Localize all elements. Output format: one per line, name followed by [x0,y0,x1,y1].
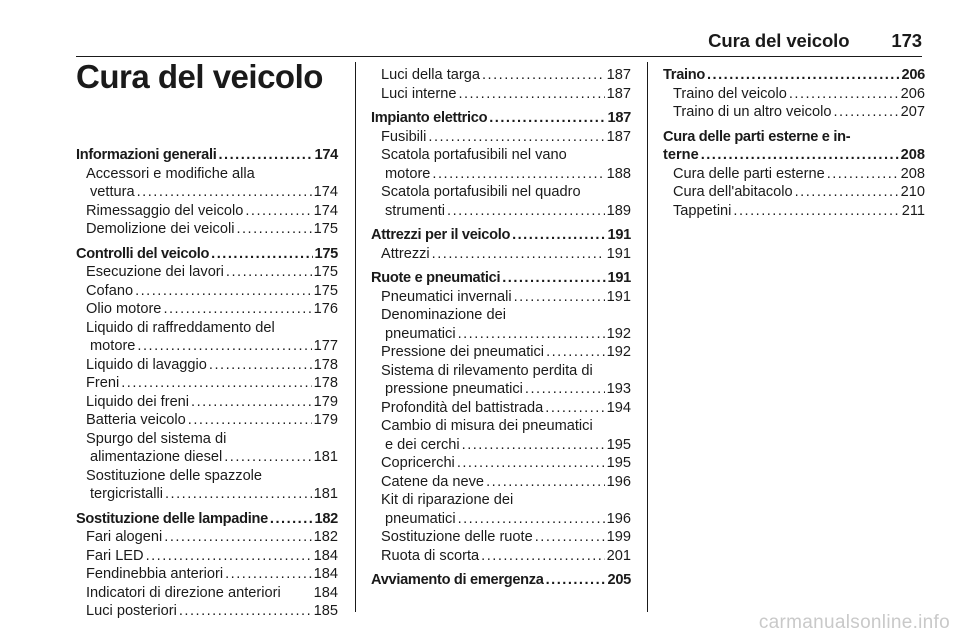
toc-entry[interactable] [663,183,925,202]
toc-entry-title: Cura delle parti esterne [673,165,825,182]
toc-entry[interactable] [371,399,631,418]
dot-leader [733,202,899,221]
toc-entry-title: Cura dell'abitacolo [673,184,793,200]
toc-entry-page: 205 [607,572,631,588]
toc-entry[interactable] [371,491,631,510]
toc-entry[interactable] [371,417,631,436]
toc-entry-title: Olio motore [86,301,162,317]
toc-section-entry[interactable] [663,128,925,147]
toc-entry[interactable] [371,202,631,221]
toc-entry-title: Traino del veicolo [673,85,787,102]
toc-entry-title: Cura delle parti esterne e in- [663,128,851,145]
toc-entry[interactable] [76,263,338,282]
toc-entry-page: 179 [313,412,338,428]
toc-entry[interactable] [76,300,338,319]
toc-section-entry[interactable] [371,226,631,245]
dot-leader [188,411,312,430]
dot-leader [218,146,312,165]
toc-entry[interactable] [663,165,925,184]
toc-entry-title: Tappetini [673,202,732,219]
toc-entry[interactable] [371,473,631,492]
toc-entry-title: Traino di un altro veicolo [673,104,832,120]
toc-entry-title: Ruote e pneumatici [371,270,501,286]
toc-entry[interactable] [371,85,631,104]
toc-section-entry[interactable] [663,66,925,85]
toc-entry[interactable] [371,528,631,547]
dot-leader [163,300,311,319]
toc-entry-title: Scatola portafusibili nel vano [381,147,567,163]
toc-entry-page: 193 [606,381,631,397]
toc-entry-title: Cambio di misura dei pneumatici [381,418,593,434]
toc-section-entry[interactable] [371,269,631,288]
dot-leader [827,165,899,184]
dot-leader [701,146,899,165]
toc-entry-title: motore [90,338,136,354]
toc-entry-title: pneumatici [385,325,456,342]
dot-leader [535,528,605,547]
dot-leader [486,473,605,492]
toc-entry-title: Indicatori di direzione anteriori [86,584,281,601]
toc-entry[interactable] [76,356,338,375]
toc-entry-title: Avviamento di emergenza [371,572,544,588]
toc-entry[interactable] [76,547,338,566]
watermark: carmanualsonline.info [758,612,950,633]
dot-leader [428,128,604,147]
dot-leader [481,547,604,566]
toc-section-entry[interactable] [371,571,631,590]
toc-entry-title: Sostituzione delle ruote [381,529,533,545]
toc-entry[interactable] [371,146,631,165]
toc-entry-page: 174 [313,184,338,200]
toc-entry-title: pressione pneumatici [385,381,523,397]
toc-entry-page: 191 [607,227,631,243]
toc-entry-title: Traino [663,67,705,83]
toc-entry-page: 192 [606,344,631,360]
toc-entry[interactable] [371,343,631,362]
toc-entry-page: 182 [313,529,338,545]
toc-entry[interactable] [663,103,925,122]
toc-entry-page: 185 [313,603,338,619]
dot-leader [789,85,899,104]
toc-entry-page: 175 [313,221,338,237]
toc-entry[interactable] [76,602,338,621]
dot-leader [135,282,312,301]
toc-column-3 [663,66,925,220]
dot-leader [224,448,311,467]
dot-leader [432,165,604,184]
toc-entry-title: Kit di riparazione dei [381,492,514,508]
toc-entry-page: 208 [900,165,925,182]
toc-entry-title: Sostituzione delle lampadine [76,510,268,527]
toc-entry-page: 178 [313,356,338,373]
toc-entry-title: alimentazione diesel [90,449,223,465]
toc-entry-title: Attrezzi [381,245,430,262]
toc-entry-page: 191 [607,270,631,286]
column-divider-1 [355,62,356,612]
toc-entry-page: 194 [606,399,631,416]
toc-entry-page: 179 [313,393,338,410]
toc-entry-title: Sostituzione delle spazzole [86,467,263,484]
dot-leader [525,380,605,399]
toc-entry[interactable] [76,467,338,486]
toc-entry[interactable] [76,528,338,547]
toc-entry-page: 206 [900,85,925,102]
toc-entry[interactable] [371,436,631,455]
toc-entry[interactable] [76,565,338,584]
toc-entry-page: 175 [313,264,338,280]
toc-entry[interactable] [371,306,631,325]
dot-leader [489,109,605,128]
dot-leader [795,183,899,202]
toc-entry-page: 176 [313,301,338,317]
toc-entry-title: Pneumatici invernali [381,288,512,305]
toc-entry-title: Pressione dei pneumatici [381,344,545,360]
toc-entry-title: Fendinebbia anteriori [86,566,224,582]
toc-entry[interactable] [76,374,338,393]
toc-entry-title: Informazioni generali [76,147,217,163]
chapter-title: Cura del veicolo [76,58,323,95]
dot-leader [191,393,312,412]
dot-leader [458,510,605,529]
dot-leader [458,325,605,344]
toc-entry-page: 201 [606,547,631,564]
dot-leader [236,220,311,239]
toc-entry[interactable] [371,128,631,147]
running-header-title: Cura del veicolo [708,30,850,51]
toc-section-entry[interactable] [76,245,338,264]
toc-entry-page: 211 [901,202,925,219]
toc-entry-title: strumenti [385,202,446,219]
toc-entry[interactable] [371,165,631,184]
toc-entry-title: Liquido di lavaggio [86,356,207,373]
toc-entry-page: 207 [900,104,925,120]
toc-entry-title: Copricerchi [381,455,455,471]
toc-entry-page: 191 [606,245,631,262]
toc-entry-title: Liquido dei freni [86,393,190,410]
toc-entry-title: Catene da neve [381,473,485,490]
toc-entry-title: Scatola portafusibili nel quadro [381,184,581,200]
toc-entry-title: Batteria veicolo [86,412,186,428]
dot-leader [514,288,605,307]
toc-column-1 [76,146,338,621]
dot-leader [512,226,605,245]
toc-entry[interactable] [76,183,338,202]
toc-entry[interactable] [76,448,338,467]
toc-entry[interactable] [371,66,631,85]
toc-entry[interactable] [371,380,631,399]
toc-entry-page: 184 [313,584,338,601]
toc-entry-page: 210 [900,184,925,200]
toc-entry[interactable] [76,393,338,412]
toc-entry-title: Spurgo del sistema di [86,430,227,447]
dot-leader [270,510,313,529]
toc-entry-title: Sistema di rilevamento perdita di [381,362,593,379]
dot-leader [165,485,312,504]
toc-entry-page: 195 [606,436,631,453]
toc-entry-page: 177 [313,338,338,354]
toc-section-entry[interactable] [76,510,338,529]
dot-leader [502,269,605,288]
dot-leader [833,103,898,122]
toc-entry-title: e dei cerchi [385,436,460,453]
toc-section-entry[interactable] [371,109,631,128]
dot-leader [164,528,311,547]
toc-entry[interactable] [371,245,631,264]
dot-leader [462,436,605,455]
column-divider-2 [647,62,648,612]
dot-leader [457,454,605,473]
toc-entry-page: 187 [606,128,631,145]
dot-leader [458,85,604,104]
toc-entry[interactable] [76,485,338,504]
dot-leader [545,399,604,418]
toc-entry-page: 187 [607,110,631,126]
dot-leader [432,245,605,264]
toc-entry-title: Impianto elettrico [371,110,488,126]
toc-entry-page: 182 [314,510,338,527]
toc-entry-page: 206 [901,67,925,83]
toc-entry-title: Accessori e modifiche alla [86,165,255,182]
toc-entry[interactable] [76,337,338,356]
toc-entry-title: Controlli del veicolo [76,245,210,262]
toc-section-entry[interactable] [663,146,925,165]
toc-entry[interactable] [371,510,631,529]
toc-entry[interactable] [76,411,338,430]
toc-entry[interactable] [76,165,338,184]
dot-leader [447,202,605,221]
toc-entry-title: Fusibili [381,128,427,145]
toc-entry[interactable] [371,183,631,202]
toc-entry[interactable] [371,288,631,307]
toc-entry-title: pneumatici [385,510,456,527]
dot-leader [225,565,312,584]
toc-entry-page: 174 [314,147,338,163]
toc-entry-page: 196 [606,510,631,527]
toc-entry-title: Denominazione dei [381,307,506,323]
toc-entry[interactable] [371,454,631,473]
toc-entry-title: Fari LED [86,547,144,564]
toc-column-2 [371,66,631,590]
toc-entry-title: Profondità del battistrada [381,399,544,416]
toc-entry-title: Demolizione dei veicoli [86,221,235,237]
toc-entry-page: 174 [313,202,338,219]
toc-entry-page: 208 [900,147,925,163]
toc-entry-page: 199 [606,529,631,545]
toc-entry-page: 178 [313,375,338,391]
toc-entry[interactable] [76,202,338,221]
dot-leader [179,602,312,621]
dot-leader [137,337,311,356]
dot-leader [226,263,312,282]
toc-entry[interactable] [76,220,338,239]
toc-entry-title: Attrezzi per il veicolo [371,227,511,243]
dot-leader [482,66,605,85]
toc-section-entry[interactable] [76,146,338,165]
toc-entry[interactable] [663,85,925,104]
toc-entry-page: 175 [313,282,338,299]
toc-entry-title: motore [385,165,431,182]
toc-entry-title: Rimessaggio del veicolo [86,202,244,219]
toc-entry[interactable] [371,362,631,381]
toc-entry[interactable] [371,547,631,566]
toc-entry[interactable] [76,282,338,301]
toc-entry[interactable] [76,584,338,603]
dot-leader [121,374,311,393]
toc-entry-page: 189 [606,202,631,219]
toc-entry-page: 196 [606,473,631,490]
toc-entry-title: Luci della targa [381,67,480,83]
toc-entry-page: 187 [606,67,631,83]
header-rule [76,56,922,57]
toc-entry-page: 184 [313,566,338,582]
toc-entry-page: 187 [606,85,631,102]
toc-entry-title: Luci interne [381,85,457,102]
toc-entry-title: Freni [86,375,120,391]
dot-leader [245,202,311,221]
dot-leader [209,356,312,375]
toc-entry-page: 188 [606,165,631,182]
toc-entry-page: 191 [606,288,631,305]
dot-leader [546,571,606,590]
toc-entry[interactable] [76,430,338,449]
toc-entry-title: terne [663,147,699,163]
dot-leader [137,183,312,202]
dot-leader [707,66,900,85]
toc-entry-page: 175 [314,245,338,262]
toc-entry-page: 195 [606,455,631,471]
toc-entry[interactable] [76,319,338,338]
toc-entry-page: 192 [606,325,631,342]
running-header [708,30,922,52]
toc-entry[interactable] [371,325,631,344]
toc-entry-title: vettura [90,184,135,200]
page-number: 173 [891,30,922,51]
dot-leader [211,245,312,264]
toc-entry-title: tergicristalli [90,486,163,502]
toc-entry-title: Esecuzione dei lavori [86,264,224,280]
toc-entry-title: Liquido di raffreddamento del [86,319,275,336]
dot-leader [146,547,312,566]
toc-entry-title: Luci posteriori [86,603,177,619]
dot-leader [546,343,605,362]
toc-entry[interactable] [663,202,925,221]
toc-entry-page: 181 [313,486,338,502]
toc-entry-page: 181 [313,449,338,465]
toc-entry-page: 184 [313,547,338,564]
toc-entry-title: Ruota di scorta [381,547,480,564]
toc-entry-title: Cofano [86,282,134,299]
toc-entry-title: Fari alogeni [86,529,163,545]
